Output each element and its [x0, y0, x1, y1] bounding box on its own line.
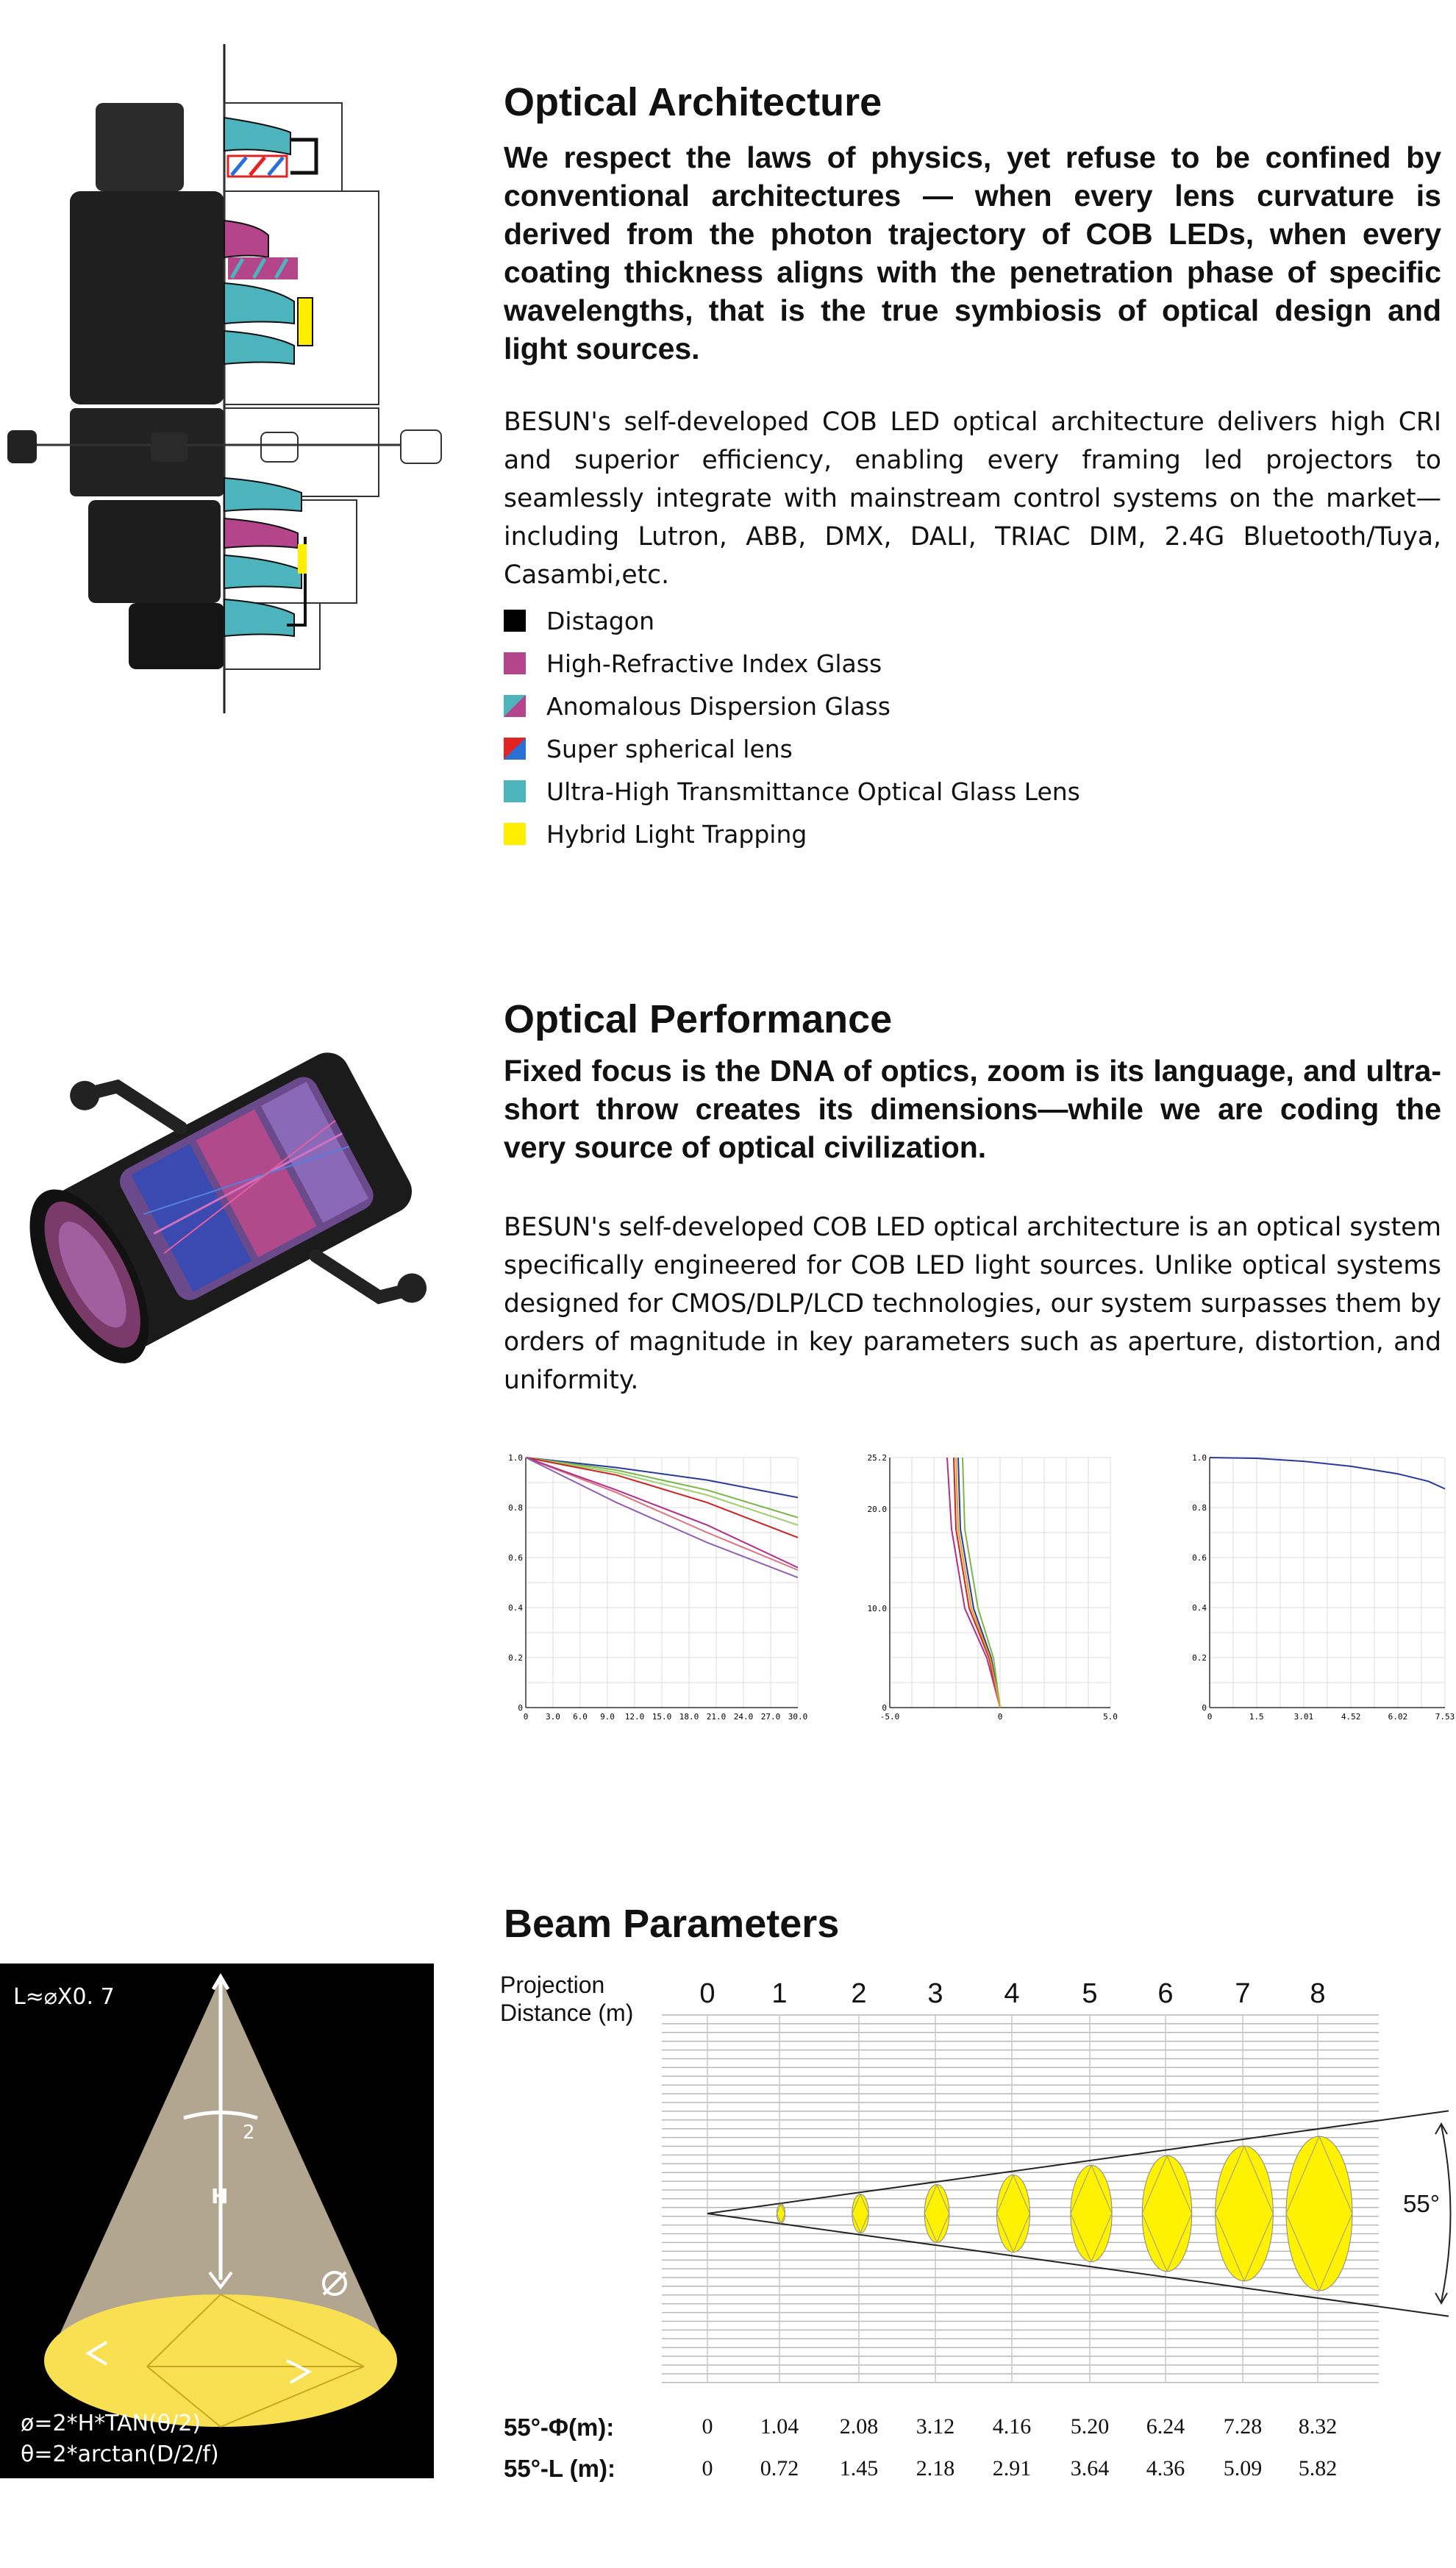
y-tick-label: 0.8 — [508, 1503, 523, 1513]
section-body: BESUN's self-developed COB LED optical architecture delivers high CRI and superior efficiency, enabling every framing led projectors to seamlessly integrate with mainstream control systems on the market—including Lutron, ABB, DMX, DALI, TRIAC DIM, 2.4G Bluetooth/Tuya, Casambi,etc. — [504, 407, 1441, 590]
x-tick-label: 0 — [997, 1712, 1003, 1722]
x-tick-label: 5.0 — [1103, 1712, 1118, 1722]
y-tick-label: 0 — [1202, 1703, 1207, 1713]
section-body: BESUN's self-developed COB LED optical architecture is an optical system specifically engineered for COB LED light sources. Unlike optical systems designed for CMOS/DLP/LCD technologies, our system surpasses them by orders of magnitude in key parameters such as aperture, distortion, and uniformity. — [504, 1213, 1441, 1395]
y-tick-label: 0.6 — [508, 1553, 523, 1563]
table-cell: 6.24 — [1146, 2414, 1185, 2439]
table-cell: 2.18 — [916, 2456, 955, 2480]
table-cell: 5.09 — [1223, 2456, 1263, 2480]
y-tick-label: 0 — [882, 1703, 887, 1713]
angle-value: 55° — [1403, 2190, 1440, 2217]
table-cell: 0 — [702, 2414, 713, 2439]
legend-item — [504, 813, 1080, 855]
x-tick-label: 7.53 — [1435, 1712, 1455, 1722]
relative-illumination-chart — [1177, 1441, 1456, 1736]
table-cell: 5.20 — [1070, 2414, 1110, 2439]
distance-label: 1 — [771, 1978, 788, 2009]
formula-diameter: ø=2*H*TAN(θ/2) — [21, 2411, 201, 2436]
y-tick-label: 0.6 — [1192, 1553, 1207, 1563]
legend-label: Super spherical lens — [546, 734, 793, 763]
legend-item — [504, 770, 1080, 813]
lens-cross-section-diagram — [0, 44, 456, 721]
legend-item — [504, 599, 1080, 642]
table-cell: 3.12 — [916, 2414, 955, 2439]
table-cell: 0.72 — [760, 2456, 799, 2480]
section-title: Beam Parameters — [504, 1902, 840, 1946]
distance-label: 3 — [927, 1978, 943, 2009]
y-tick-label: 10.0 — [867, 1604, 887, 1614]
length-note: L≈⌀X0. 7 — [13, 1984, 115, 2010]
legend-label: High-Refractive Index Glass — [546, 649, 882, 678]
swatch-red-blue — [504, 738, 526, 760]
formula-angle: θ=2*arctan(D/2/f) — [21, 2442, 219, 2467]
projection-label-line2: Distance (m) — [500, 2000, 634, 2026]
y-tick-label: 0.8 — [1192, 1503, 1207, 1513]
distance-label: 4 — [1004, 1978, 1020, 2009]
y-tick-label: 25.2 — [867, 1453, 887, 1463]
table-cell: 5.82 — [1298, 2456, 1338, 2480]
x-tick-label: 12.0 — [624, 1712, 645, 1722]
beam-formula-diagram — [0, 1964, 434, 2478]
distance-label: 5 — [1082, 1978, 1098, 2009]
beam-spread-chart — [654, 2000, 1456, 2397]
legend-label: Anomalous Dispersion Glass — [546, 691, 891, 721]
projection-label-line1: Projection — [500, 1972, 605, 1998]
x-tick-label: 4.52 — [1341, 1712, 1361, 1722]
x-tick-label: 6.0 — [573, 1712, 588, 1722]
beam-spot — [924, 2185, 949, 2243]
mtf-chart — [507, 1441, 816, 1736]
beam-spot — [1216, 2146, 1274, 2281]
legend-item — [504, 727, 1080, 770]
x-tick-label: 1.5 — [1249, 1712, 1264, 1722]
table-cell: 8.32 — [1298, 2414, 1338, 2439]
angle-label: 2 — [243, 2122, 255, 2144]
section-title: Optical Architecture — [504, 80, 882, 124]
table-cell: 1.04 — [760, 2414, 799, 2439]
section-title: Optical Performance — [504, 997, 893, 1041]
x-tick-label: 21.0 — [706, 1712, 727, 1722]
section-lead: We respect the laws of physics, yet refuse to be confined by conventional architectures — when every lens curvature is derived from the photon trajectory of COB LEDs, when every coating thickness aligns with the penetration phase of specific wavelengths, that is the true symbiosis of optical design and light sources. — [504, 140, 1441, 365]
projection-distance-label — [500, 1971, 633, 2027]
angle-arc — [1441, 2125, 1451, 2302]
y-tick-label: 0.2 — [1192, 1653, 1207, 1663]
legend-item — [504, 685, 1080, 727]
field-curvature-chart — [846, 1441, 1140, 1736]
x-tick-label: -5.0 — [879, 1712, 900, 1722]
y-tick-label: 1.0 — [508, 1453, 523, 1463]
beam-spot — [997, 2175, 1030, 2253]
table-cell: 2.91 — [992, 2456, 1032, 2480]
phi-row-label: 55°-Φ(m): — [504, 2414, 615, 2441]
lens-legend — [504, 599, 1080, 855]
beam-spot — [1142, 2155, 1192, 2272]
beam-spot — [1286, 2136, 1352, 2291]
beam-spot — [1071, 2165, 1112, 2261]
x-tick-label: 30.0 — [788, 1712, 808, 1722]
table-cell: 3.64 — [1070, 2456, 1110, 2480]
table-cell: 2.08 — [839, 2414, 879, 2439]
table-cell: 7.28 — [1223, 2414, 1263, 2439]
x-tick-label: 3.01 — [1293, 1712, 1314, 1722]
swatch-yellow — [504, 823, 526, 845]
swatch-teal — [504, 780, 526, 802]
distance-label: 7 — [1235, 1978, 1251, 2009]
x-tick-label: 18.0 — [679, 1712, 699, 1722]
swatch-magenta-teal — [504, 695, 526, 717]
distance-label: 8 — [1310, 1978, 1326, 2009]
legend-label: Hybrid Light Trapping — [546, 819, 807, 849]
beam-spot — [852, 2194, 869, 2233]
y-tick-label: 20.0 — [867, 1505, 887, 1515]
x-tick-label: 27.0 — [760, 1712, 781, 1722]
lens-cutaway-image — [0, 985, 463, 1397]
x-tick-label: 24.0 — [733, 1712, 754, 1722]
y-tick-label: 0.4 — [508, 1603, 523, 1613]
x-tick-label: 9.0 — [600, 1712, 615, 1722]
legend-item — [504, 642, 1080, 685]
distance-label: 0 — [699, 1978, 715, 2009]
beam-spot — [777, 2204, 785, 2223]
legend-label: Distagon — [546, 606, 654, 635]
distance-label: 2 — [851, 1978, 867, 2009]
table-cell: 1.45 — [839, 2456, 879, 2480]
y-tick-label: 0.2 — [508, 1653, 523, 1663]
x-tick-label: 0 — [523, 1712, 529, 1722]
x-tick-label: 3.0 — [546, 1712, 560, 1722]
x-tick-label: 15.0 — [652, 1712, 672, 1722]
y-tick-label: 0 — [518, 1703, 523, 1713]
table-cell: 0 — [702, 2456, 713, 2480]
y-tick-label: 1.0 — [1192, 1453, 1207, 1463]
section-lead: Fixed focus is the DNA of optics, zoom is its language, and ultra-short throw creates its dimensions—while we are coding the very source of optical civilization. — [504, 1054, 1441, 1164]
swatch-black — [504, 610, 526, 632]
height-label: H — [211, 2184, 229, 2208]
y-tick-label: 0.4 — [1192, 1603, 1207, 1613]
x-tick-label: 6.02 — [1388, 1712, 1408, 1722]
x-tick-label: 0 — [1207, 1712, 1213, 1722]
legend-label: Ultra-High Transmittance Optical Glass Lens — [546, 777, 1080, 806]
swatch-magenta — [504, 652, 526, 674]
table-cell: 4.36 — [1146, 2456, 1185, 2480]
distance-label: 6 — [1157, 1978, 1174, 2009]
l-row-label: 55°-L (m): — [504, 2455, 615, 2482]
table-cell: 4.16 — [992, 2414, 1032, 2439]
